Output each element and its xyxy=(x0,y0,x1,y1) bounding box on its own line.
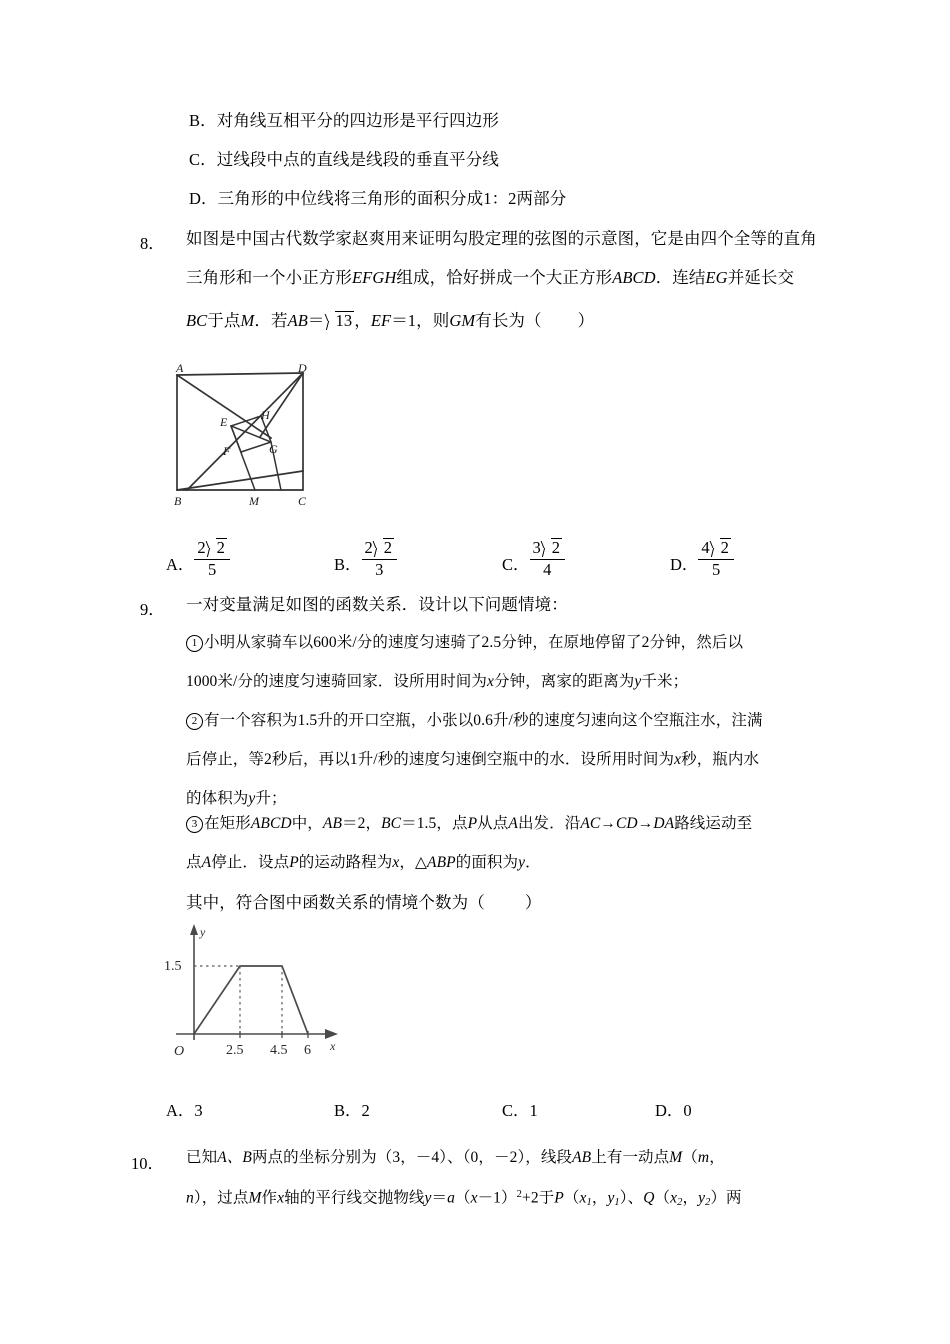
q8-l2-abcd: ABCD xyxy=(612,268,656,287)
q10-l2-i: ）、 xyxy=(619,1189,644,1207)
q9-s3l1-bc: BC xyxy=(381,815,402,832)
q8-option-b-den: 3 xyxy=(375,559,384,579)
sqrt-icon: 2 xyxy=(207,538,227,558)
q9-s1l2-b: 分钟，离家的距离为 xyxy=(494,673,635,690)
q10-l1-d: （ xyxy=(682,1149,698,1166)
q7-option-d-text: 三角形的中位线将三角形的面积分成1：2两部分 xyxy=(217,189,567,208)
q8-stem-line3 xyxy=(186,311,594,331)
q10-l2-n: n xyxy=(186,1189,194,1207)
x-axis-label: x xyxy=(330,1039,336,1053)
q8-figure-zhaoshuang-diagram xyxy=(165,363,325,513)
q8-l3-eq: ＝ xyxy=(307,311,325,330)
x-tick-label-6: 6 xyxy=(304,1043,311,1058)
q10-l2-x1: x xyxy=(579,1189,587,1207)
q10-l1-e: ， xyxy=(709,1149,725,1166)
q10-l2-x2: x xyxy=(470,1189,478,1207)
circled-3-icon: 3 xyxy=(186,816,203,833)
origin-label: O xyxy=(174,1044,185,1059)
q8-l3-gm: GM xyxy=(449,311,476,330)
q8-sqrt-13 xyxy=(326,311,355,331)
q9-scenario-2-line3 xyxy=(186,791,287,807)
q9-s3l2-abp: ABP xyxy=(427,854,456,871)
q8-number: 8． xyxy=(140,234,165,253)
q9-s3l1-cd: CD xyxy=(615,815,638,832)
q10-l2-e: －1） xyxy=(477,1189,517,1207)
q8-l3-d: 有长为（ xyxy=(475,311,542,330)
q8-option-c-den: 4 xyxy=(543,559,552,579)
q8-option-b-fraction xyxy=(362,538,398,580)
q10-l2-b: 作 xyxy=(261,1189,278,1207)
q9-s2l3-a: 的体积为 xyxy=(186,790,249,807)
q8-option-a-letter: A． xyxy=(166,554,195,574)
q8-option-a-fraction xyxy=(194,538,230,580)
q9-chart-svg xyxy=(160,922,380,1062)
q8-l2-b: 组成，恰好拼成一个大正方形 xyxy=(396,268,613,287)
q9-scenario-1-line1 xyxy=(186,635,743,652)
q8-option-d xyxy=(670,538,734,587)
q10-l2-k: ， xyxy=(682,1189,699,1207)
q9-number: 9． xyxy=(140,600,165,619)
q7-option-b xyxy=(189,112,499,129)
q9-s2l2-x: x xyxy=(674,751,682,768)
q10-l2-h: ， xyxy=(591,1189,608,1207)
q8-option-c-letter: C． xyxy=(502,554,530,574)
q10-number: 10． xyxy=(131,1154,164,1173)
q10-l1-a: 已知 xyxy=(186,1149,218,1166)
q8-l2-c: ．连结 xyxy=(655,268,706,287)
q9-s3l2-b: 停止．设点 xyxy=(211,854,290,871)
q10-l2-x2b: x xyxy=(670,1189,678,1207)
x-tick-label-2-5: 2.5 xyxy=(226,1043,244,1058)
q9-s3l1-c: ＝2， xyxy=(342,815,382,832)
q9-s1l2-y: y xyxy=(634,673,642,690)
q9-conclusion-text: 其中，符合图中函数关系的情境个数为（ xyxy=(186,893,485,912)
q9-s3l1-f: 出发．沿 xyxy=(517,815,581,832)
q9-s3l1-p: P xyxy=(467,815,478,832)
q8-l3-c: ， xyxy=(354,311,371,330)
q10-l2-g: （ xyxy=(563,1189,580,1207)
q9-s3l1-b: 中， xyxy=(291,815,323,832)
y-axis-label: y xyxy=(200,925,206,939)
q10-l1-abseg: AB xyxy=(572,1149,592,1166)
q8-option-c xyxy=(502,538,565,587)
q10-l2-a2: a xyxy=(447,1189,455,1207)
q8-l3-m: M xyxy=(240,311,255,330)
q8-option-d-fraction xyxy=(698,538,734,580)
q10-l2-x2sub: 2 xyxy=(677,1196,683,1208)
sqrt-icon: 2 xyxy=(711,538,731,558)
circled-1-icon: 1 xyxy=(186,635,203,652)
q9-s3l1-ac: AC xyxy=(580,815,601,832)
q9-s3l1-d: ＝1.5，点 xyxy=(401,815,468,832)
q8-stem-line1: 如图是中国古代数学家赵爽用来证明勾股定理的弦图的示意图，它是由四个全等的直角 xyxy=(186,229,817,248)
q8-option-c-num: 3 2 xyxy=(530,538,566,560)
arrow-right-icon-2: → xyxy=(637,815,654,832)
q9-s3l2-p: P xyxy=(289,854,299,871)
q8-option-b-num: 2 2 xyxy=(362,538,398,560)
fig-label-A: A xyxy=(176,363,184,375)
q9-s2l2-b: 秒，瓶内水 xyxy=(681,751,760,768)
circled-2-icon: 2 xyxy=(186,713,203,730)
q9-s1-text: 小明从家骑车以600米/分的速度匀速骑了2.5分钟，在原地停留了2分钟，然后以 xyxy=(204,634,744,651)
q9-s2l3-b: 升； xyxy=(255,790,287,807)
q8-l3-eq2: ＝1，则 xyxy=(391,311,450,330)
q9-scenario-3-line1 xyxy=(186,816,752,833)
q10-l2-x1sub: 1 xyxy=(586,1196,592,1208)
q9-scenario-1-line2 xyxy=(186,674,688,690)
q10-l2-p: P xyxy=(554,1189,564,1207)
q10-l2-l: ）两 xyxy=(710,1189,742,1207)
q10-l1-c: 上有一动点 xyxy=(591,1149,670,1166)
q8-l3-b: ．若 xyxy=(254,311,288,330)
q7-option-d-letter: D． xyxy=(189,189,218,208)
q8-l3-ab: AB xyxy=(287,311,308,330)
q8-option-d-den: 5 xyxy=(712,559,721,579)
q10-l2-f: +2于 xyxy=(522,1189,555,1207)
q8-l2-eg: EG xyxy=(705,268,728,287)
q9-s3l1-g: 路线运动至 xyxy=(674,815,753,832)
q8-option-b xyxy=(334,538,397,587)
q7-option-c-letter: C． xyxy=(189,150,217,169)
q10-l2-d: （ xyxy=(454,1189,471,1207)
chart-series-line xyxy=(194,966,308,1034)
q8-radicand: 13 xyxy=(335,311,353,330)
q9-s3l2-x: x xyxy=(392,854,400,871)
q10-l2-y: y xyxy=(424,1189,432,1207)
q9-s3l2-e: 的面积为 xyxy=(455,854,519,871)
q9-scenario-3-line2 xyxy=(186,855,541,871)
q10-l2-m: M xyxy=(248,1189,262,1207)
q9-s2l3-y: y xyxy=(248,790,256,807)
q9-s1l2-c: 千米； xyxy=(641,673,689,690)
q9-s1l2-x: x xyxy=(487,673,494,690)
fig-label-G: G xyxy=(269,442,278,456)
q8-l3-bc: BC xyxy=(186,311,208,330)
q9-s3l1-a2: A xyxy=(508,815,518,832)
q10-l1-b: 两点的坐标分别为（3，－4）、（0，－2），线段 xyxy=(251,1149,573,1166)
q8-l2-d: 并延长交 xyxy=(727,268,795,287)
q9-conclusion xyxy=(186,894,541,911)
fig-label-F: F xyxy=(223,444,231,458)
q7-option-c-text: 过线段中点的直线是线段的垂直平分线 xyxy=(216,150,499,169)
q10-l2-a: ），过点 xyxy=(193,1189,249,1207)
q8-option-a xyxy=(166,538,230,587)
q7-option-b-text: 对角线互相平分的四边形是平行四边形 xyxy=(216,111,499,130)
q8-option-b-letter: B． xyxy=(334,554,362,574)
q9-s2l2-a: 后停止，等2秒后，再以1升/秒的速度匀速倒空瓶中的水．设所用时间为 xyxy=(186,751,675,768)
q10-line2 xyxy=(186,1189,742,1208)
q10-l2-sup: 2 xyxy=(516,1189,522,1200)
q9-option-a: A．3 xyxy=(166,1101,203,1120)
q10-l2-y2: y xyxy=(698,1189,706,1207)
q10-l2-y1sub: 1 xyxy=(614,1196,620,1208)
q9-s3l1-e: 从点 xyxy=(477,815,509,832)
y-axis-arrow xyxy=(190,924,198,935)
q9-s3l2-y: y xyxy=(518,854,526,871)
q9-option-b: B．2 xyxy=(334,1101,370,1120)
q8-l3-ef: EF xyxy=(370,311,392,330)
q10-l2-eq: ＝ xyxy=(431,1189,448,1207)
x-tick-label-4-5: 4.5 xyxy=(270,1043,288,1058)
fig-label-B: B xyxy=(174,494,182,508)
y-tick-label-1-5: 1.5 xyxy=(164,959,182,974)
q8-option-d-num: 4 2 xyxy=(698,538,734,560)
q9-s3l1-da: DA xyxy=(653,815,675,832)
q9-s3l2-a2: A xyxy=(201,854,212,871)
q10-l2-x: x xyxy=(277,1189,285,1207)
q9-scenario-2-line1 xyxy=(186,713,763,730)
q9-s3l2-c: 的运动路程为 xyxy=(298,854,393,871)
q9-s3l1-a: 在矩形 xyxy=(204,815,251,832)
q10-l1-m: M xyxy=(669,1149,683,1166)
q8-option-a-den: 5 xyxy=(208,559,217,579)
q9-s3l2-a: 点 xyxy=(186,854,202,871)
q8-l3-e: ） xyxy=(577,311,595,330)
q10-line1 xyxy=(186,1150,725,1166)
q8-l3-a: 于点 xyxy=(207,311,241,330)
x-axis-arrow xyxy=(325,1029,338,1039)
arrow-right-icon-1: → xyxy=(600,815,616,832)
q10-l1-m2: m xyxy=(697,1149,710,1166)
fig-label-D: D xyxy=(298,363,307,375)
q8-option-c-fraction xyxy=(530,538,566,580)
q8-option-a-num: 2 2 xyxy=(194,538,230,560)
fig-label-C: C xyxy=(298,494,307,508)
q9-option-d: D．0 xyxy=(655,1101,692,1120)
fig-label-H: H xyxy=(261,408,270,422)
q9-s3l1-ab: AB xyxy=(322,815,343,832)
sqrt-icon: 2 xyxy=(542,538,562,558)
q10-l2-j: （ xyxy=(654,1189,671,1207)
q10-l2-c: 轴的平行线交抛物线 xyxy=(284,1189,425,1207)
q7-option-b-letter: B． xyxy=(189,111,217,130)
q9-figure-function-graph xyxy=(160,922,380,1062)
fig-label-M: M xyxy=(249,494,259,508)
q8-l2-efgh: EFGH xyxy=(352,268,397,287)
q7-option-c xyxy=(189,151,499,168)
q9-stem: 一对变量满足如图的函数关系．设计以下问题情境： xyxy=(186,595,568,614)
q9-s2-text: 有一个容积为1.5升的开口空瓶，小张以0.6升/秒的速度匀速向这个空瓶注水，注满 xyxy=(204,712,763,729)
sqrt-icon: 2 xyxy=(374,538,394,558)
q9-scenario-2-line2 xyxy=(186,752,759,768)
fig-label-E: E xyxy=(220,415,228,429)
q9-option-c: C．1 xyxy=(502,1101,538,1120)
q8-stem-line2 xyxy=(186,269,794,286)
q7-option-d xyxy=(189,190,566,207)
q8-l2-a: 三角形和一个小正方形 xyxy=(186,268,352,287)
q9-conclusion-close: ） xyxy=(524,893,542,912)
q10-l2-y1: y xyxy=(607,1189,615,1207)
q9-s3l2-f: ． xyxy=(525,854,541,871)
q10-l1-ab: A、B xyxy=(217,1149,252,1166)
q10-l2-q: Q xyxy=(643,1189,655,1207)
q9-s3l1-abcd: ABCD xyxy=(250,815,292,832)
q9-s1l2-a: 1000米/分的速度匀速骑回家．设所用时间为 xyxy=(186,673,488,690)
q8-option-d-letter: D． xyxy=(670,554,699,574)
q10-l2-y2sub: 2 xyxy=(705,1196,711,1208)
q9-s3l2-d: ，△ xyxy=(399,854,427,871)
